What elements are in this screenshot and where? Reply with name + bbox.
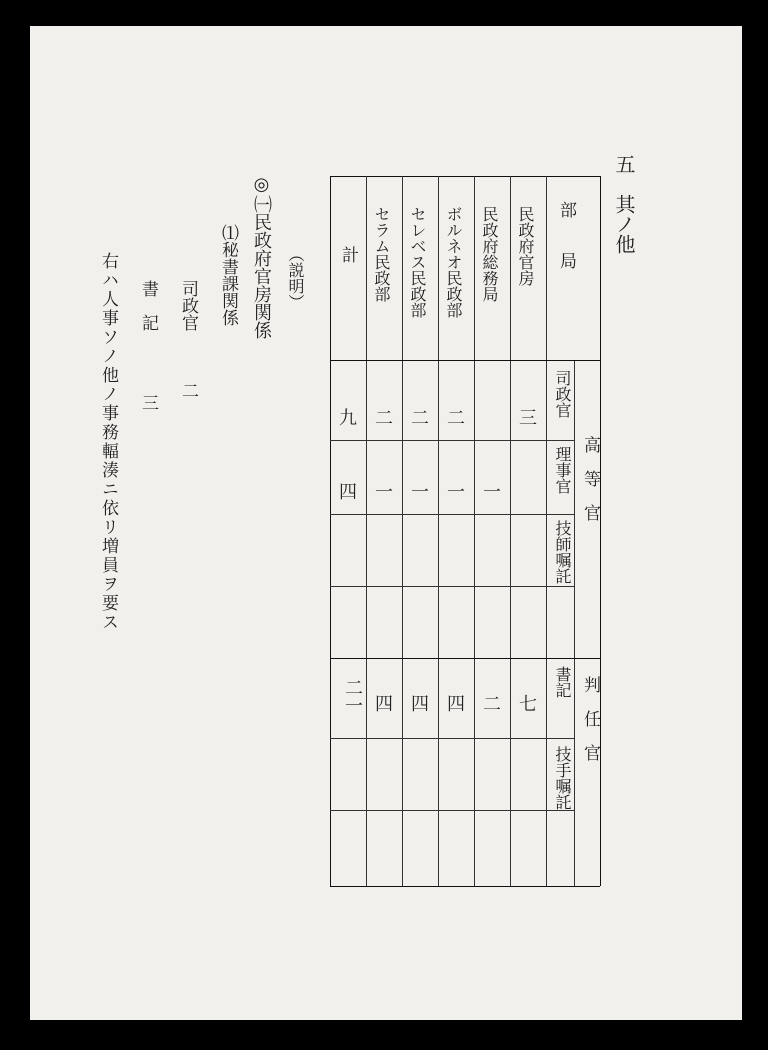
- row-name-soumukyoku: 民政府総務局: [480, 206, 499, 302]
- cell-total-shoki: 二一: [342, 678, 363, 714]
- header-gishu-shokutaku: 技手嘱託: [553, 746, 572, 810]
- header-shiseikan: 司政官: [553, 370, 572, 418]
- cell-kanbou-shoki: 七: [519, 694, 537, 715]
- explanation-subitem: ⑴秘書課関係: [218, 224, 238, 326]
- explanation-line-label: 司政官: [178, 280, 198, 331]
- explanation-line-label: 書 記: [138, 280, 158, 331]
- row-name-seram: セラム民政部: [372, 206, 391, 302]
- cell-total-shiseikan: 九: [339, 408, 357, 429]
- cell-celebes-rijikan: 一: [411, 482, 429, 503]
- header-koutoukan: 高 等 官: [580, 436, 600, 521]
- header-shoki: 書記: [553, 666, 572, 698]
- explanation-heading: （説明）: [286, 246, 305, 310]
- cell-soumu-rijikan: 一: [483, 482, 501, 503]
- cell-soumu-shoki: 二: [483, 694, 501, 715]
- row-name-borneo: ボルネオ民政部: [444, 206, 463, 318]
- header-dept: 部 局: [556, 201, 576, 269]
- row-name-total: 計: [338, 246, 358, 263]
- cell-celebes-shoki: 四: [411, 694, 429, 715]
- cell-seram-shoki: 四: [375, 694, 393, 715]
- cell-borneo-shiseikan: 二: [447, 408, 465, 429]
- explanation-line-count: 三: [138, 394, 158, 411]
- header-rijikan: 理事官: [553, 446, 572, 494]
- row-name-kanbou: 民政府官房: [516, 206, 535, 286]
- section-number: 五: [612, 154, 636, 174]
- cell-celebes-shiseikan: 二: [411, 408, 429, 429]
- cell-seram-shiseikan: 二: [375, 408, 393, 429]
- section-title: 其ノ他: [612, 194, 636, 254]
- cell-borneo-shoki: 四: [447, 694, 465, 715]
- cell-total-rijikan: 四: [339, 482, 357, 503]
- cell-borneo-rijikan: 一: [447, 482, 465, 503]
- cell-seram-rijikan: 一: [375, 482, 393, 503]
- row-name-celebes: セレベス民政部: [408, 206, 427, 318]
- explanation-item: ◎㈠民政府官房関係: [251, 174, 272, 339]
- explanation-line-count: 二: [178, 382, 198, 399]
- header-gishi-shokutaku: 技師嘱託: [553, 520, 572, 584]
- header-hanninkan: 判 任 官: [580, 676, 600, 761]
- document-page: [30, 26, 742, 1020]
- explanation-note: 右ハ人事ソノ他ノ事務輻湊ニ依リ増員ヲ要ス: [98, 252, 118, 632]
- cell-kanbou-shiseikan: 三: [519, 408, 537, 429]
